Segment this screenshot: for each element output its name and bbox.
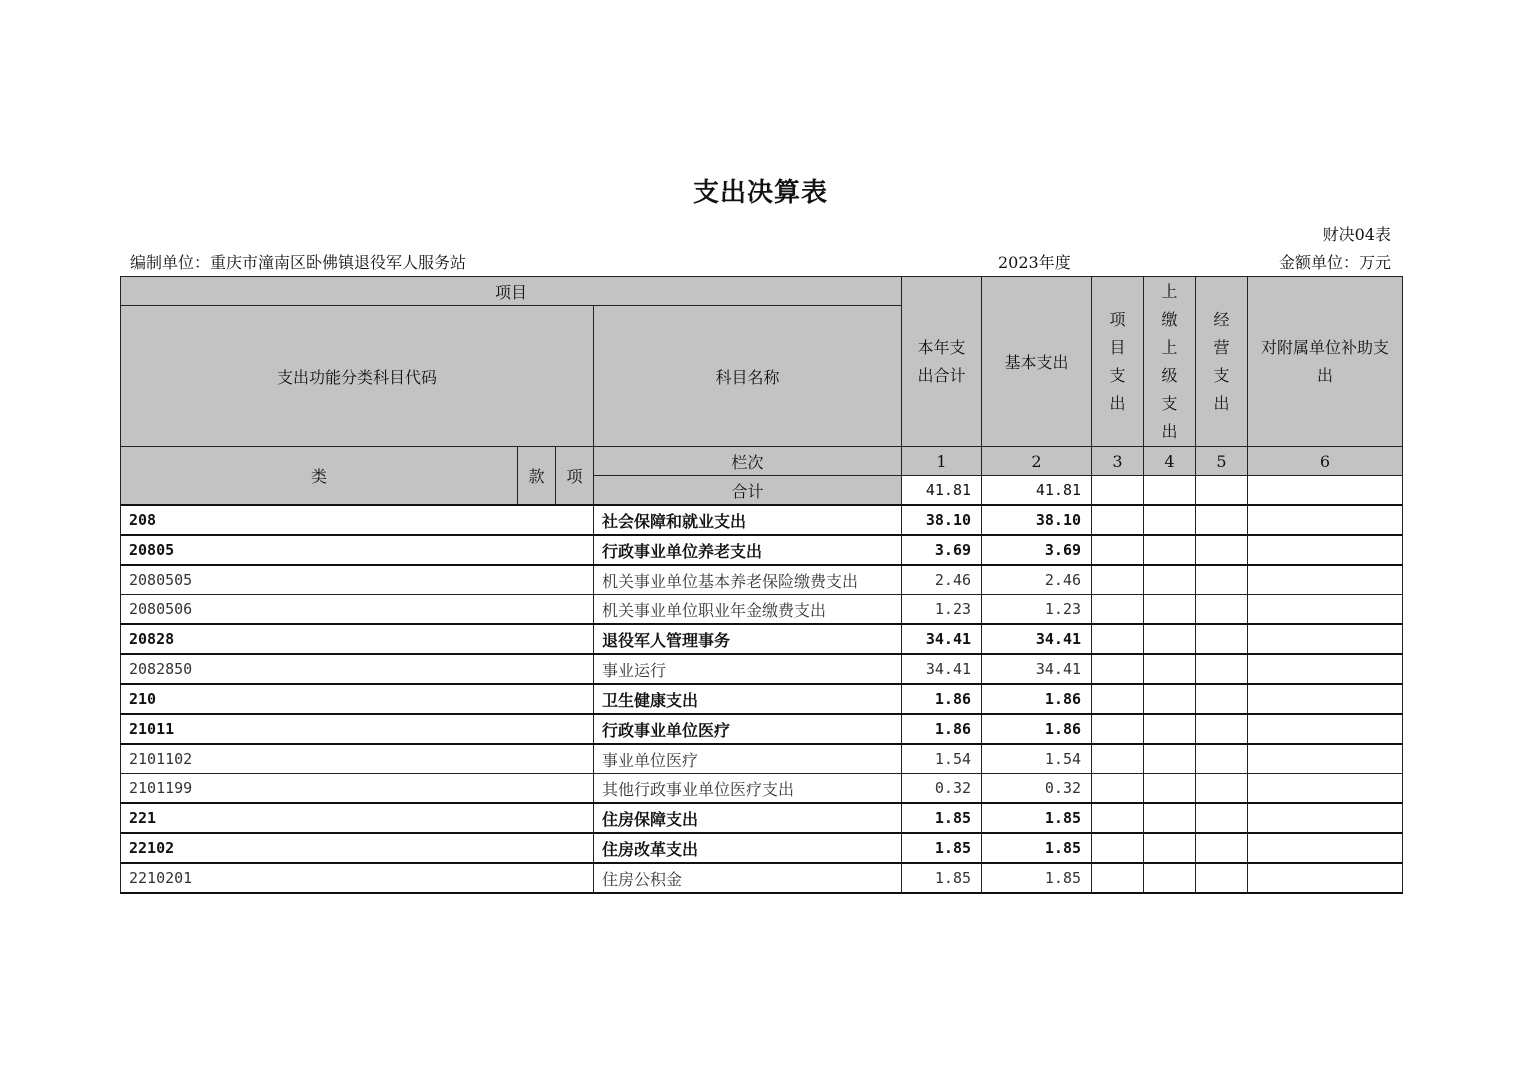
- row-subject-name: 机关事业单位职业年金缴费支出: [594, 595, 902, 625]
- table-row: [121, 774, 1403, 804]
- row-code: 2101102: [121, 744, 594, 774]
- row-business: [1196, 595, 1248, 625]
- header-subject-name: 科目名称: [594, 306, 902, 447]
- row-subject-name: 机关事业单位基本养老保险缴费支出: [594, 565, 902, 595]
- table-row: [121, 535, 1403, 565]
- row-total: 3.69: [902, 535, 982, 565]
- header-col-2: 2: [982, 447, 1092, 476]
- table-row: [121, 654, 1403, 684]
- row-project-expense: [1092, 803, 1144, 833]
- header-col-1: 1: [902, 447, 982, 476]
- expenditure-table: [120, 276, 1403, 894]
- row-total: 2.46: [902, 565, 982, 595]
- row-upper: [1144, 624, 1196, 654]
- sum-label: 合计: [594, 476, 902, 506]
- row-project-expense: [1092, 774, 1144, 804]
- row-upper: [1144, 863, 1196, 893]
- row-business: [1196, 833, 1248, 863]
- sum-total: 41.81: [902, 476, 982, 506]
- table-row: [121, 863, 1403, 893]
- row-subject-name: 卫生健康支出: [594, 684, 902, 714]
- row-subject-name: 行政事业单位养老支出: [594, 535, 902, 565]
- row-project-expense: [1092, 744, 1144, 774]
- row-project-expense: [1092, 595, 1144, 625]
- row-basic: 1.85: [982, 833, 1092, 863]
- row-subject-name: 事业运行: [594, 654, 902, 684]
- row-business: [1196, 624, 1248, 654]
- row-total: 38.10: [902, 505, 982, 535]
- row-basic: 2.46: [982, 565, 1092, 595]
- table-row: [121, 565, 1403, 595]
- row-business: [1196, 505, 1248, 535]
- row-business: [1196, 803, 1248, 833]
- header-xiang: 项: [556, 447, 594, 506]
- row-subject-name: 事业单位医疗: [594, 744, 902, 774]
- row-code: 20828: [121, 624, 594, 654]
- row-total: 1.85: [902, 803, 982, 833]
- row-upper: [1144, 744, 1196, 774]
- row-subject-name: 退役军人管理事务: [594, 624, 902, 654]
- sum-subsidy: [1248, 476, 1403, 506]
- row-upper: [1144, 714, 1196, 744]
- row-subsidy: [1248, 565, 1403, 595]
- row-code: 22102: [121, 833, 594, 863]
- row-basic: 3.69: [982, 535, 1092, 565]
- row-subject-name: 行政事业单位医疗: [594, 714, 902, 744]
- row-business: [1196, 535, 1248, 565]
- row-code: 208: [121, 505, 594, 535]
- row-project-expense: [1092, 565, 1144, 595]
- row-business: [1196, 684, 1248, 714]
- row-project-expense: [1092, 863, 1144, 893]
- row-basic: 34.41: [982, 654, 1092, 684]
- row-subsidy: [1248, 654, 1403, 684]
- row-project-expense: [1092, 624, 1144, 654]
- header-col-4: 4: [1144, 447, 1196, 476]
- table-row: [121, 505, 1403, 535]
- row-subject-name: 住房公积金: [594, 863, 902, 893]
- row-basic: 1.85: [982, 803, 1092, 833]
- row-basic: 1.86: [982, 684, 1092, 714]
- row-subsidy: [1248, 624, 1403, 654]
- row-subsidy: [1248, 833, 1403, 863]
- header-business: 经营支出: [1196, 277, 1248, 447]
- sum-business: [1196, 476, 1248, 506]
- row-project-expense: [1092, 505, 1144, 535]
- header-upper: 上缴上级支出: [1144, 277, 1196, 447]
- row-upper: [1144, 774, 1196, 804]
- table-row: [121, 833, 1403, 863]
- row-project-expense: [1092, 714, 1144, 744]
- row-project-expense: [1092, 535, 1144, 565]
- row-subsidy: [1248, 535, 1403, 565]
- row-subsidy: [1248, 863, 1403, 893]
- table-row: [121, 714, 1403, 744]
- row-project-expense: [1092, 654, 1144, 684]
- row-business: [1196, 565, 1248, 595]
- row-upper: [1144, 535, 1196, 565]
- header-total: 本年支出合计: [902, 277, 982, 447]
- header-kuan: 款: [518, 447, 556, 506]
- sum-basic: 41.81: [982, 476, 1092, 506]
- row-total: 1.54: [902, 744, 982, 774]
- header-project: 项目: [121, 277, 902, 306]
- row-basic: 1.23: [982, 595, 1092, 625]
- row-code: 2210201: [121, 863, 594, 893]
- row-basic: 1.85: [982, 863, 1092, 893]
- row-upper: [1144, 833, 1196, 863]
- table-row: [121, 684, 1403, 714]
- header-col-6: 6: [1248, 447, 1403, 476]
- unit-name: 编制单位：重庆市潼南区卧佛镇退役军人服务站: [130, 253, 467, 272]
- row-business: [1196, 863, 1248, 893]
- row-code: 20805: [121, 535, 594, 565]
- row-basic: 38.10: [982, 505, 1092, 535]
- row-code: 2080506: [121, 595, 594, 625]
- row-total: 1.85: [902, 863, 982, 893]
- row-subject-name: 住房改革支出: [594, 833, 902, 863]
- row-subsidy: [1248, 684, 1403, 714]
- report-year: 2023年度: [998, 253, 1071, 272]
- row-total: 34.41: [902, 654, 982, 684]
- header-basic: 基本支出: [982, 277, 1092, 447]
- row-total: 1.23: [902, 595, 982, 625]
- header-project-expense: 项目支出: [1092, 277, 1144, 447]
- row-subject-name: 社会保障和就业支出: [594, 505, 902, 535]
- header-subsidy: 对附属单位补助支出: [1248, 277, 1403, 447]
- row-code: 221: [121, 803, 594, 833]
- row-subsidy: [1248, 714, 1403, 744]
- table-row: [121, 595, 1403, 625]
- row-project-expense: [1092, 684, 1144, 714]
- row-basic: 34.41: [982, 624, 1092, 654]
- meta-row: [130, 250, 1391, 272]
- row-subsidy: [1248, 595, 1403, 625]
- table-row: [121, 744, 1403, 774]
- row-code: 21011: [121, 714, 594, 744]
- header-func-code: 支出功能分类科目代码: [121, 306, 594, 447]
- table-row: [121, 624, 1403, 654]
- row-basic: 0.32: [982, 774, 1092, 804]
- row-code: 2082850: [121, 654, 594, 684]
- header-col-5: 5: [1196, 447, 1248, 476]
- row-subject-name: 其他行政事业单位医疗支出: [594, 774, 902, 804]
- row-basic: 1.54: [982, 744, 1092, 774]
- row-code: 2101199: [121, 774, 594, 804]
- row-upper: [1144, 803, 1196, 833]
- row-total: 0.32: [902, 774, 982, 804]
- row-subsidy: [1248, 505, 1403, 535]
- form-number: 财决04表: [1322, 225, 1391, 244]
- row-upper: [1144, 505, 1196, 535]
- row-business: [1196, 714, 1248, 744]
- amount-unit: 金额单位：万元: [1278, 253, 1391, 272]
- header-lei: 类: [121, 447, 518, 506]
- row-business: [1196, 774, 1248, 804]
- row-total: 1.86: [902, 684, 982, 714]
- row-subject-name: 住房保障支出: [594, 803, 902, 833]
- header-col-3: 3: [1092, 447, 1144, 476]
- row-subsidy: [1248, 803, 1403, 833]
- row-project-expense: [1092, 833, 1144, 863]
- row-upper: [1144, 654, 1196, 684]
- row-subsidy: [1248, 744, 1403, 774]
- row-upper: [1144, 684, 1196, 714]
- row-basic: 1.86: [982, 714, 1092, 744]
- row-total: 1.85: [902, 833, 982, 863]
- row-total: 1.86: [902, 714, 982, 744]
- sum-upper: [1144, 476, 1196, 506]
- table-row: [121, 803, 1403, 833]
- header-col-index: 栏次: [594, 447, 902, 476]
- row-business: [1196, 654, 1248, 684]
- row-code: 2080505: [121, 565, 594, 595]
- row-business: [1196, 744, 1248, 774]
- row-code: 210: [121, 684, 594, 714]
- row-upper: [1144, 565, 1196, 595]
- row-total: 34.41: [902, 624, 982, 654]
- page-title: 支出决算表: [692, 178, 828, 208]
- sum-project-expense: [1092, 476, 1144, 506]
- row-upper: [1144, 595, 1196, 625]
- row-subsidy: [1248, 774, 1403, 804]
